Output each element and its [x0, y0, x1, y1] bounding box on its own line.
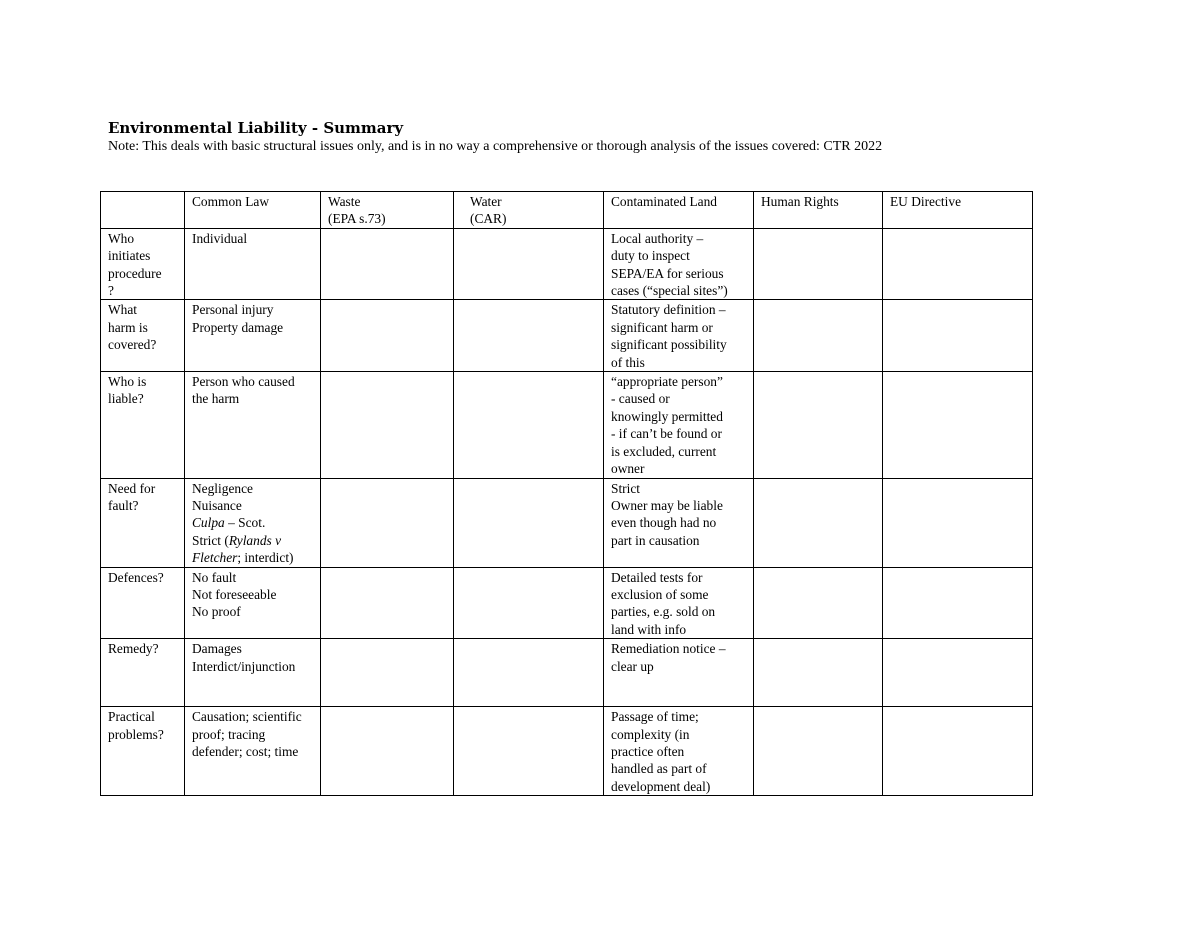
contaminated-land-cell: Detailed tests for exclusion of some parties, e.g. sold on land with info — [604, 567, 754, 639]
human-rights-cell — [754, 707, 883, 796]
row-label-cell: Need for fault? — [101, 478, 185, 567]
contaminated-land-cell: “appropriate person” - caused or knowingly permitted - if can’t be found or is excluded, current owner — [604, 372, 754, 478]
contaminated-land-cell: Remediation notice – clear up — [604, 639, 754, 707]
contaminated-land-cell: Local authority – duty to inspect SEPA/EA for serious cases (“special sites”) — [604, 228, 754, 300]
eu-directive-cell — [883, 478, 1033, 567]
contaminated-land-cell: Strict Owner may be liable even though had no part in causation — [604, 478, 754, 567]
case-name-text: Rylands v — [228, 532, 282, 548]
header-cell-human-rights: Human Rights — [754, 192, 883, 229]
header-cell-empty — [101, 192, 185, 229]
waste-cell — [321, 567, 454, 639]
row-label-cell: Remedy? — [101, 639, 185, 707]
waste-cell — [321, 478, 454, 567]
header-cell-waste: Waste (EPA s.73) — [321, 192, 454, 229]
water-cell — [454, 478, 604, 567]
row-label-cell: What harm is covered? — [101, 300, 185, 372]
summary-table — [100, 191, 1033, 796]
row-label-cell: Who initiates procedure ? — [101, 228, 185, 300]
table-row — [101, 478, 1033, 567]
table-row — [101, 639, 1033, 707]
table-row — [101, 300, 1033, 372]
table-row — [101, 567, 1033, 639]
row-label-cell: Defences? — [101, 567, 185, 639]
case-name-text: Fletcher — [192, 550, 238, 566]
water-cell — [454, 372, 604, 478]
waste-cell — [321, 639, 454, 707]
eu-directive-cell — [883, 228, 1033, 300]
human-rights-cell — [754, 639, 883, 707]
eu-directive-cell — [883, 567, 1033, 639]
eu-directive-cell — [883, 707, 1033, 796]
page-note: Note: This deals with basic structural issues only, and is in no way a comprehensive or thorough analysis of the issues covered: CTR 2022 — [108, 139, 883, 154]
row-label-cell: Who is liable? — [101, 372, 185, 478]
row-label-cell: Practical problems? — [101, 707, 185, 796]
human-rights-cell — [754, 478, 883, 567]
human-rights-cell — [754, 567, 883, 639]
contaminated-land-cell: Statutory definition – significant harm or significant possibility of this — [604, 300, 754, 372]
table-row — [101, 707, 1033, 796]
eu-directive-cell — [883, 639, 1033, 707]
eu-directive-cell — [883, 300, 1033, 372]
header-row — [101, 192, 1033, 229]
water-cell — [454, 707, 604, 796]
table-row — [101, 372, 1033, 478]
waste-cell — [321, 372, 454, 478]
header-cell-contaminated-land: Contaminated Land — [604, 192, 754, 229]
waste-cell — [321, 228, 454, 300]
common-law-cell: No fault Not foreseeable No proof — [185, 567, 321, 639]
header-cell-common-law: Common Law — [185, 192, 321, 229]
common-law-cell: Negligence Nuisance Culpa – Scot. Strict (Rylands v Fletcher; interdict) — [185, 478, 321, 567]
water-cell — [454, 300, 604, 372]
common-law-cell: Person who caused the harm — [185, 372, 321, 478]
human-rights-cell — [754, 300, 883, 372]
common-law-cell: Damages Interdict/injunction — [185, 639, 321, 707]
human-rights-cell — [754, 228, 883, 300]
header-cell-water: Water (CAR) — [454, 192, 604, 229]
waste-cell — [321, 300, 454, 372]
common-law-cell: Personal injury Property damage — [185, 300, 321, 372]
eu-directive-cell — [883, 372, 1033, 478]
common-law-cell: Causation; scientific proof; tracing defender; cost; time — [185, 707, 321, 796]
human-rights-cell — [754, 372, 883, 478]
water-cell — [454, 639, 604, 707]
common-law-cell: Individual — [185, 228, 321, 300]
page-title: Environmental Liability - Summary — [108, 119, 404, 137]
water-cell — [454, 228, 604, 300]
contaminated-land-cell: Passage of time; complexity (in practice often handled as part of development deal) — [604, 707, 754, 796]
waste-cell — [321, 707, 454, 796]
table-row — [101, 228, 1033, 300]
water-cell — [454, 567, 604, 639]
culpa-text: Culpa — [192, 515, 225, 531]
header-cell-eu-directive: EU Directive — [883, 192, 1033, 229]
